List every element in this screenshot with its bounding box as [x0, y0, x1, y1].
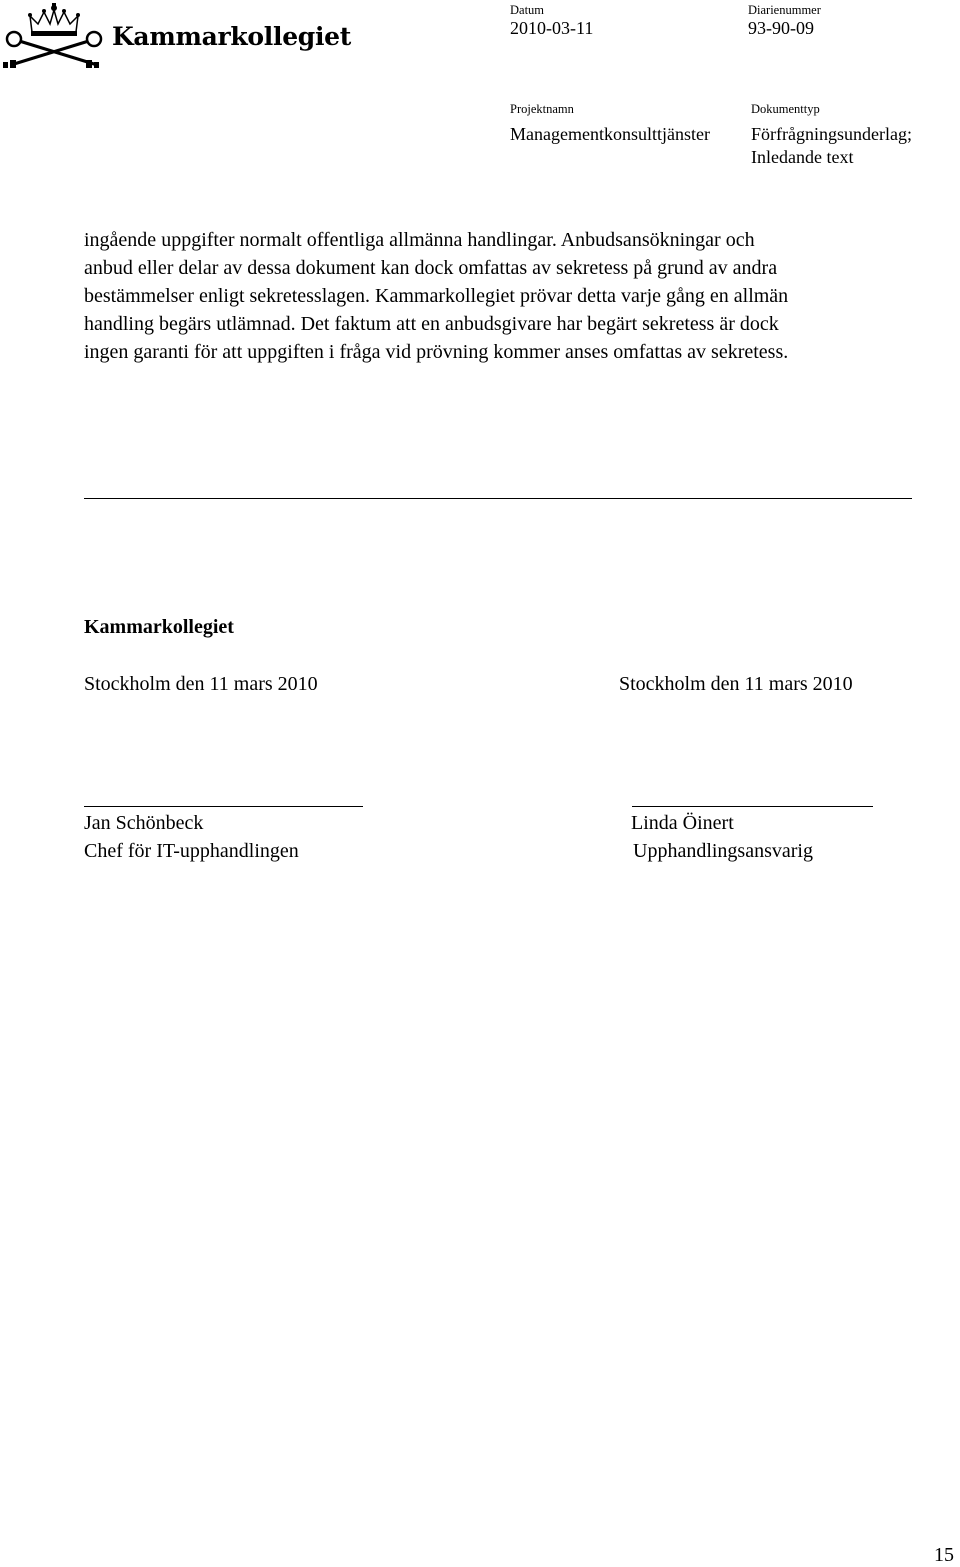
logo-wordmark: Kammarkollegiet [112, 22, 352, 51]
body-line: anbud eller delar av dessa dokument kan dock omfattas av sekretess på grund av andra [84, 257, 778, 279]
date-label: Datum [510, 3, 545, 17]
left-place-date: Stockholm den 11 mars 2010 [84, 673, 318, 695]
letterhead-logo [2, 2, 352, 70]
crown-crossed-keys-icon [2, 2, 106, 70]
date-value: 2010-03-11 [510, 18, 594, 38]
body-line: ingen garanti för att uppgiften i fråga vid prövning kommer anses omfattas av sekretess. [84, 341, 789, 363]
signing-organization: Kammarkollegiet [84, 616, 234, 638]
page-number: 15 [934, 1544, 954, 1566]
right-place-date: Stockholm den 11 mars 2010 [619, 673, 853, 695]
left-signatory-name: Jan Schönbeck [84, 812, 204, 834]
body-line: ingående uppgifter normalt offentliga allmänna handlingar. Anbudsansökningar och [84, 229, 755, 251]
document-type-value-line1: Förfrågningsunderlag; [751, 124, 912, 144]
section-divider [84, 498, 912, 499]
body-paragraph [84, 226, 914, 366]
project-name-label: Projektnamn [510, 102, 574, 116]
body-line: handling begärs utlämnad. Det faktum att en anbudsgivare har begärt sekretess är dock [84, 313, 779, 335]
left-signature-line [84, 806, 363, 807]
registration-number-label: Diarienummer [748, 3, 821, 17]
document-type-value-line2: Inledande text [751, 147, 854, 167]
registration-number-value: 93-90-09 [748, 18, 814, 38]
document-type-label: Dokumenttyp [751, 102, 820, 116]
right-signature-line [632, 806, 873, 807]
project-name-value: Managementkonsulttjänster [510, 124, 710, 144]
right-signatory-title: Upphandlingsansvarig [633, 840, 813, 862]
right-signatory-name: Linda Öinert [631, 812, 734, 834]
body-line: bestämmelser enligt sekretesslagen. Kammarkollegiet prövar detta varje gång en allmän [84, 285, 789, 307]
left-signatory-title: Chef för IT-upphandlingen [84, 840, 299, 862]
